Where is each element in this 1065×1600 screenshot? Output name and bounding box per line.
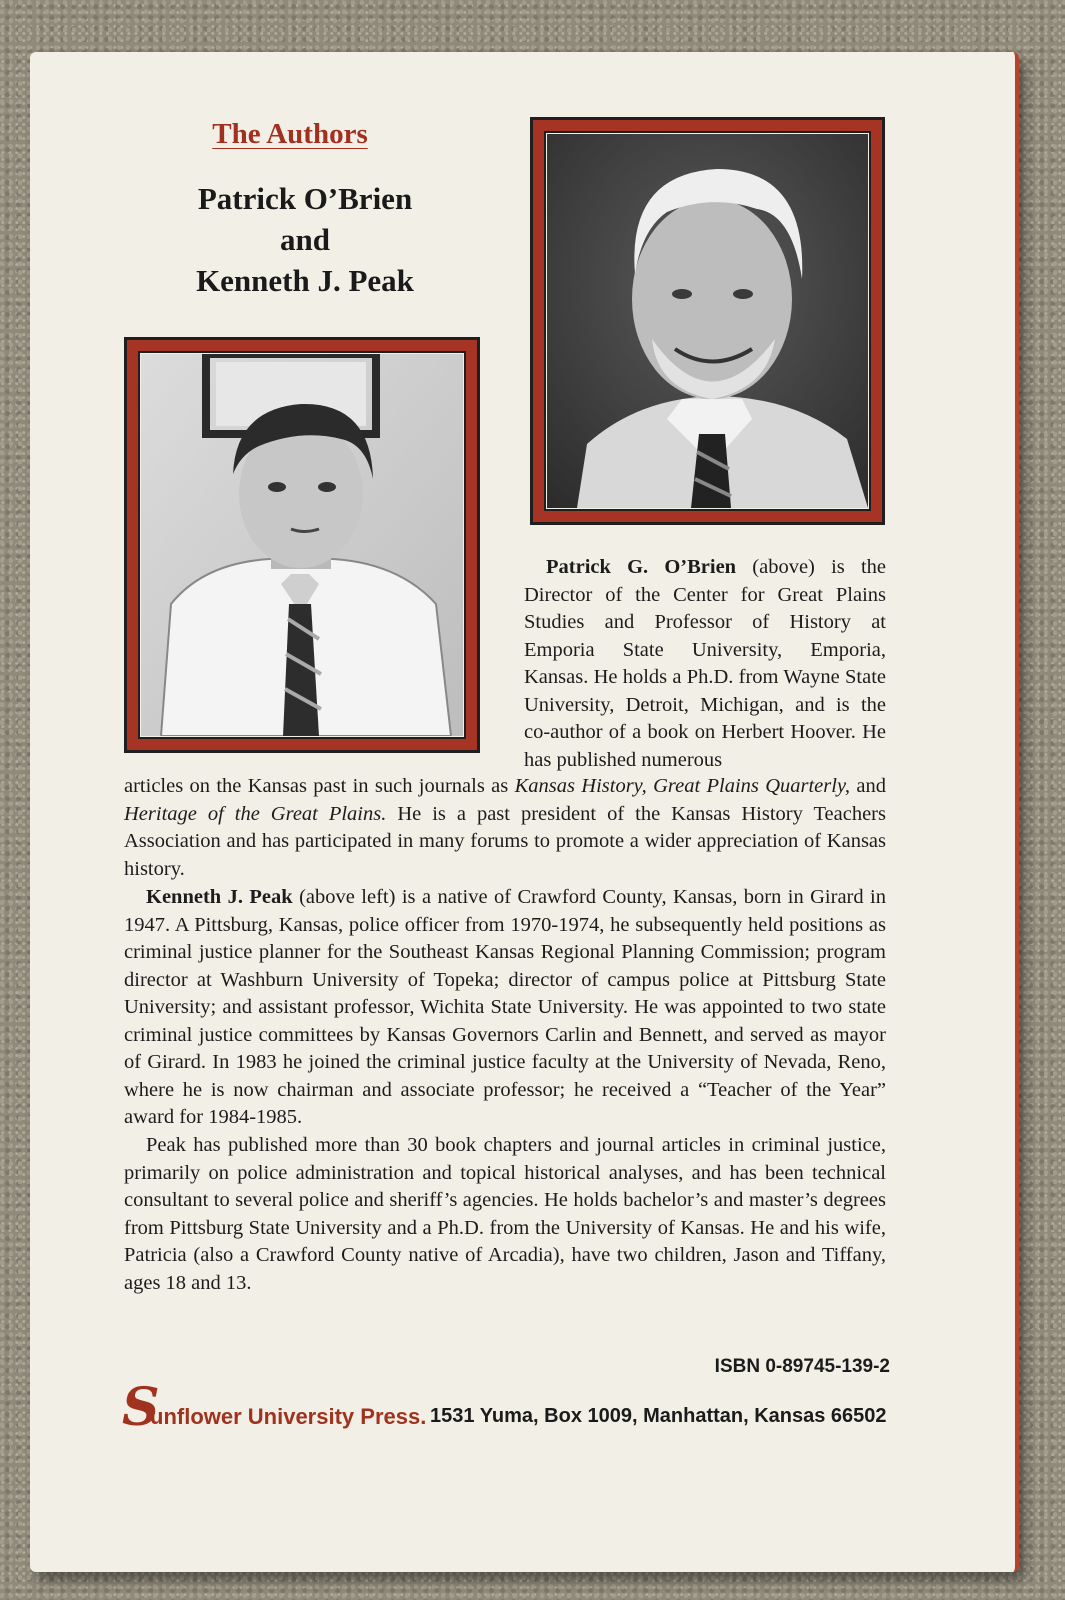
bio-obrien-name: Patrick G. O’Brien [546, 556, 737, 578]
bio-peak-name: Kenneth J. Peak [146, 886, 293, 908]
author-name-1: Patrick O’Brien [197, 181, 413, 216]
publisher-address: 1531 Yuma, Box 1009, Manhattan, Kansas 66502 [430, 1405, 887, 1427]
bio-obrien-text-bottom-1: articles on the Kansas past in such journals as [124, 775, 515, 797]
bio-obrien-journals-1: Kansas History, Great Plains Quarterly, [514, 775, 851, 797]
bio-peak [124, 884, 886, 1132]
portrait-obrien-image [547, 134, 868, 508]
section-title: The Authors [212, 118, 368, 150]
photo-obrien [547, 134, 868, 508]
bio-obrien-text-bottom-3: He is a past president of the Kansas History Teachers Association and has participated in many forums to promote a wider appreciation of Kansas history. [124, 802, 886, 880]
bio-peak-text: (above left) is a native of Crawford County, Kansas, born in Girard in 1947. A Pittsburg, Kansas, police officer from 1970-1974, he subsequently held positions as criminal justice planner for the Southeast Kansas Regional Planning Commission; program director at Washburn University of Topeka; director of campus police at Pittsburg State University; and assistant professor, Wichita State University. He was appointed to two state criminal justice committees by Kansas Governors Carlin and Bennett, and served as mayor of Girard. In 1983 he joined the criminal justice faculty at the University of Nevada, Reno, where he is now chairman and associate professor; he received a “Teacher of the Year” award for 1984-1985. [124, 886, 886, 1128]
publisher-name: unflower University Press. [150, 1404, 427, 1429]
bio-peak-continued [124, 1132, 886, 1297]
book-back-cover [30, 52, 1019, 1572]
bio-obrien-intro [524, 554, 886, 774]
bio-obrien-continued [124, 773, 886, 883]
publisher-imprint [122, 1378, 902, 1438]
author-names-conjunction: and [280, 222, 330, 257]
bio-obrien-text-bottom-2: and [850, 775, 886, 797]
author-names [155, 178, 455, 301]
publisher-logo-icon: S [122, 1377, 160, 1438]
bio-peak-text-2: Peak has published more than 30 book chapters and journal articles in criminal justice, primarily on police administration and topical historical analyses, and has been technical consultant to several police and sheriff’s agencies. He holds bachelor’s and master’s degrees from Pittsburg State University and a Ph.D. from the University of Kansas. He and his wife, Patricia (also a Crawford County native of Arcadia), have two children, Jason and Tiffany, ages 18 and 13. [124, 1134, 886, 1294]
isbn-number: ISBN 0-89745-139-2 [714, 1356, 890, 1377]
photo-frame-obrien [530, 117, 885, 525]
portrait-peak-image [141, 354, 463, 736]
photo-peak [141, 354, 463, 736]
bio-obrien-text-top: (above) is the Director of the Center for Great Plains Studies and Professor of History at Emporia State University, Emporia, Kansas. He holds a Ph.D. from Wayne State University, Detroit, Michigan, and is the co-author of a book on Herbert Hoover. He has published numerous [524, 556, 886, 771]
photo-frame-peak [124, 337, 480, 753]
author-name-2: Kenneth J. Peak [196, 263, 414, 298]
bio-obrien-journals-2: Heritage of the Great Plains. [124, 802, 387, 825]
